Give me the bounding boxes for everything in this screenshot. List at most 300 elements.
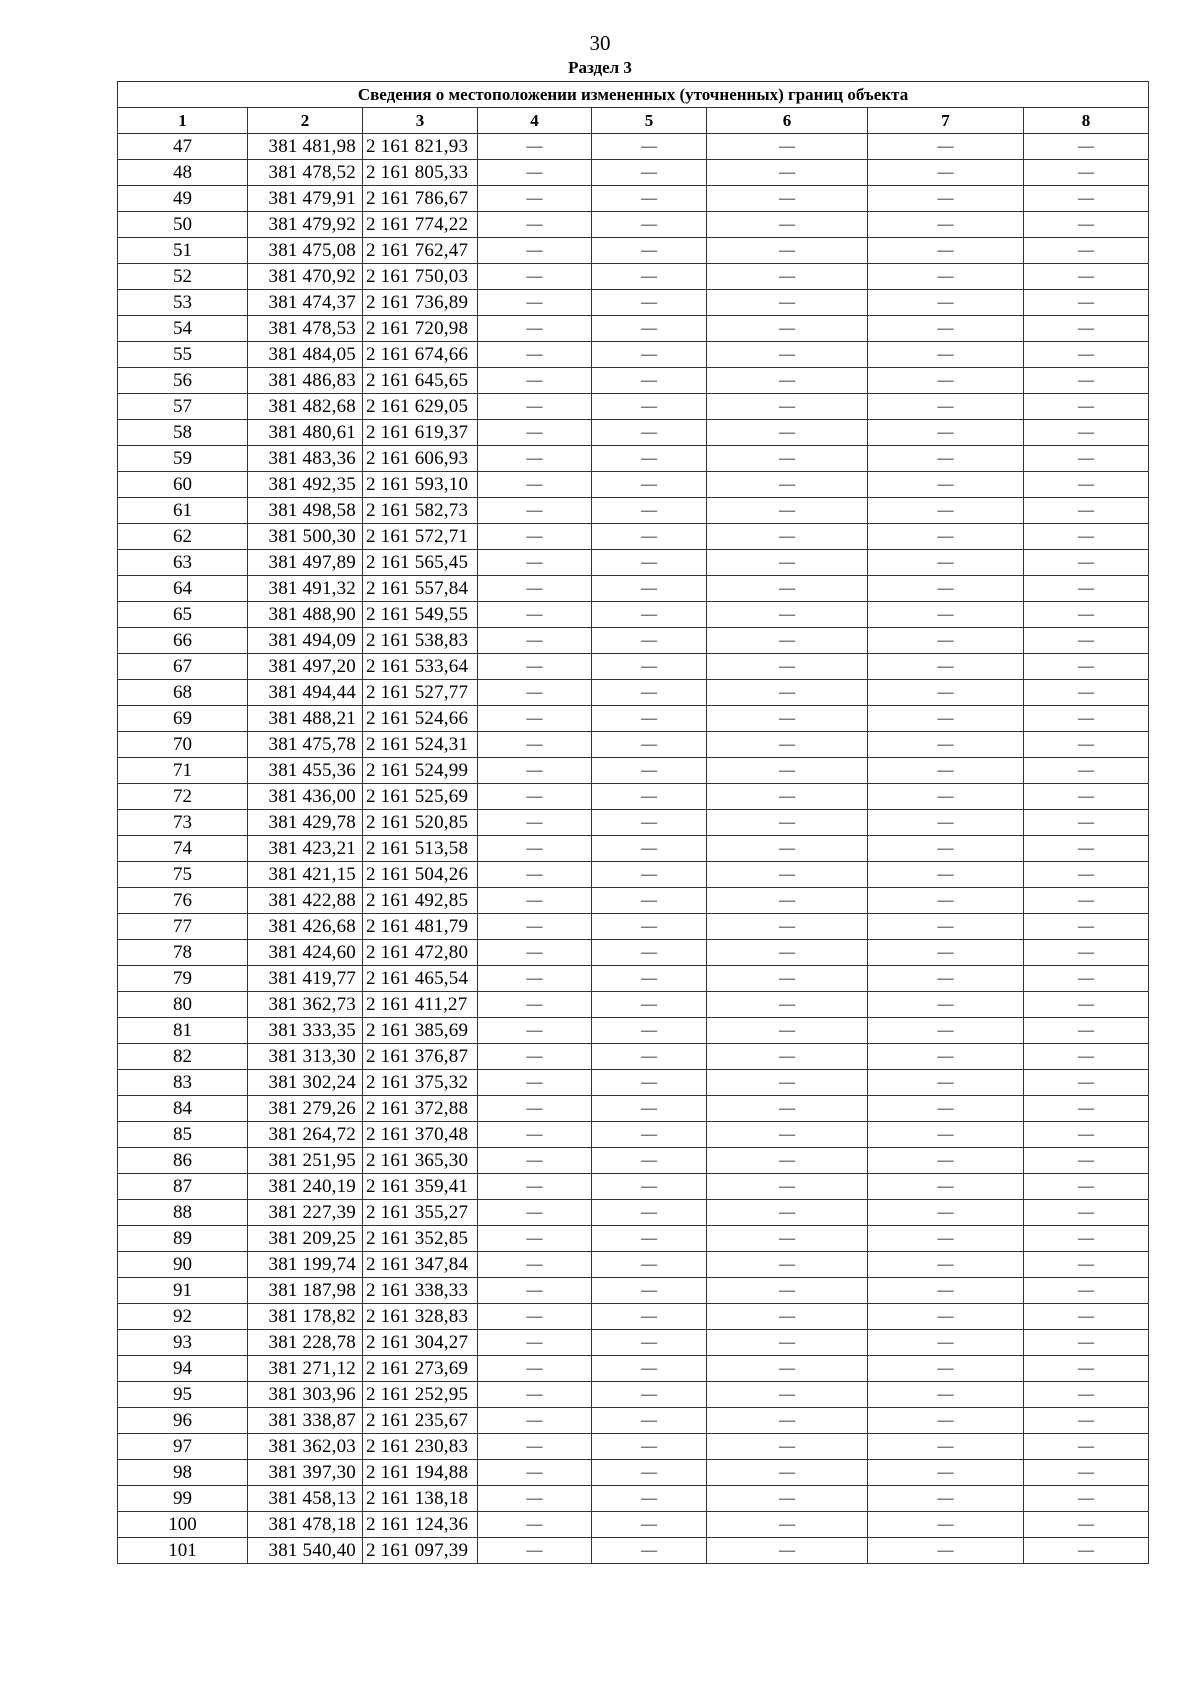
- y-coordinate-cell: 2 161 674,66: [363, 342, 478, 368]
- table-row: [118, 1538, 1149, 1564]
- empty-value-cell: —: [592, 394, 707, 420]
- x-coordinate-cell: 381 491,32: [248, 576, 363, 602]
- column-header: 5: [592, 108, 707, 134]
- empty-value-cell: —: [868, 1044, 1024, 1070]
- empty-value-cell: —: [707, 550, 868, 576]
- empty-value-cell: —: [592, 732, 707, 758]
- empty-value-cell: —: [1024, 836, 1149, 862]
- point-number-cell: 64: [118, 576, 248, 602]
- table-row: [118, 732, 1149, 758]
- empty-value-cell: —: [707, 1044, 868, 1070]
- y-coordinate-cell: 2 161 359,41: [363, 1174, 478, 1200]
- empty-value-cell: —: [592, 1226, 707, 1252]
- empty-value-cell: —: [1024, 290, 1149, 316]
- empty-value-cell: —: [707, 992, 868, 1018]
- empty-value-cell: —: [1024, 680, 1149, 706]
- empty-value-cell: —: [1024, 1148, 1149, 1174]
- x-coordinate-cell: 381 475,78: [248, 732, 363, 758]
- point-number-cell: 82: [118, 1044, 248, 1070]
- empty-value-cell: —: [868, 706, 1024, 732]
- table-row: [118, 472, 1149, 498]
- point-number-cell: 70: [118, 732, 248, 758]
- y-coordinate-cell: 2 161 273,69: [363, 1356, 478, 1382]
- empty-value-cell: —: [868, 1356, 1024, 1382]
- empty-value-cell: —: [707, 888, 868, 914]
- empty-value-cell: —: [478, 1460, 592, 1486]
- empty-value-cell: —: [868, 836, 1024, 862]
- empty-value-cell: —: [868, 212, 1024, 238]
- x-coordinate-cell: 381 475,08: [248, 238, 363, 264]
- empty-value-cell: —: [868, 1460, 1024, 1486]
- empty-value-cell: —: [478, 342, 592, 368]
- empty-value-cell: —: [868, 914, 1024, 940]
- empty-value-cell: —: [592, 1486, 707, 1512]
- table-row: [118, 342, 1149, 368]
- empty-value-cell: —: [1024, 888, 1149, 914]
- empty-value-cell: —: [478, 1356, 592, 1382]
- table-row: [118, 784, 1149, 810]
- point-number-cell: 76: [118, 888, 248, 914]
- empty-value-cell: —: [868, 264, 1024, 290]
- empty-value-cell: —: [868, 550, 1024, 576]
- empty-value-cell: —: [868, 1486, 1024, 1512]
- y-coordinate-cell: 2 161 347,84: [363, 1252, 478, 1278]
- x-coordinate-cell: 381 303,96: [248, 1382, 363, 1408]
- empty-value-cell: —: [478, 1538, 592, 1564]
- y-coordinate-cell: 2 161 385,69: [363, 1018, 478, 1044]
- point-number-cell: 101: [118, 1538, 248, 1564]
- x-coordinate-cell: 381 419,77: [248, 966, 363, 992]
- table-row: [118, 498, 1149, 524]
- y-coordinate-cell: 2 161 352,85: [363, 1226, 478, 1252]
- empty-value-cell: —: [707, 160, 868, 186]
- y-coordinate-cell: 2 161 525,69: [363, 784, 478, 810]
- table-row: [118, 576, 1149, 602]
- y-coordinate-cell: 2 161 355,27: [363, 1200, 478, 1226]
- empty-value-cell: —: [707, 784, 868, 810]
- empty-value-cell: —: [868, 732, 1024, 758]
- column-header: 4: [478, 108, 592, 134]
- empty-value-cell: —: [868, 472, 1024, 498]
- empty-value-cell: —: [592, 1044, 707, 1070]
- empty-value-cell: —: [1024, 316, 1149, 342]
- x-coordinate-cell: 381 498,58: [248, 498, 363, 524]
- y-coordinate-cell: 2 161 750,03: [363, 264, 478, 290]
- table-row: [118, 1460, 1149, 1486]
- empty-value-cell: —: [592, 1356, 707, 1382]
- empty-value-cell: —: [592, 1538, 707, 1564]
- y-coordinate-cell: 2 161 533,64: [363, 654, 478, 680]
- empty-value-cell: —: [707, 1408, 868, 1434]
- y-coordinate-cell: 2 161 582,73: [363, 498, 478, 524]
- empty-value-cell: —: [1024, 1460, 1149, 1486]
- empty-value-cell: —: [1024, 1486, 1149, 1512]
- x-coordinate-cell: 381 279,26: [248, 1096, 363, 1122]
- empty-value-cell: —: [478, 914, 592, 940]
- y-coordinate-cell: 2 161 527,77: [363, 680, 478, 706]
- empty-value-cell: —: [592, 160, 707, 186]
- y-coordinate-cell: 2 161 619,37: [363, 420, 478, 446]
- point-number-cell: 66: [118, 628, 248, 654]
- empty-value-cell: —: [1024, 1226, 1149, 1252]
- point-number-cell: 67: [118, 654, 248, 680]
- x-coordinate-cell: 381 483,36: [248, 446, 363, 472]
- empty-value-cell: —: [868, 940, 1024, 966]
- empty-value-cell: —: [478, 160, 592, 186]
- empty-value-cell: —: [868, 316, 1024, 342]
- empty-value-cell: —: [592, 1018, 707, 1044]
- empty-value-cell: —: [592, 862, 707, 888]
- empty-value-cell: —: [478, 186, 592, 212]
- empty-value-cell: —: [592, 784, 707, 810]
- x-coordinate-cell: 381 187,98: [248, 1278, 363, 1304]
- point-number-cell: 49: [118, 186, 248, 212]
- page-number: 30: [589, 31, 611, 55]
- x-coordinate-cell: 381 426,68: [248, 914, 363, 940]
- empty-value-cell: —: [868, 498, 1024, 524]
- section-title: Раздел 3: [568, 58, 632, 77]
- x-coordinate-cell: 381 455,36: [248, 758, 363, 784]
- table-row: [118, 914, 1149, 940]
- x-coordinate-cell: 381 492,35: [248, 472, 363, 498]
- empty-value-cell: —: [478, 654, 592, 680]
- table-row: [118, 186, 1149, 212]
- empty-value-cell: —: [592, 550, 707, 576]
- empty-value-cell: —: [1024, 602, 1149, 628]
- empty-value-cell: —: [478, 1096, 592, 1122]
- y-coordinate-cell: 2 161 472,80: [363, 940, 478, 966]
- x-coordinate-cell: 381 494,44: [248, 680, 363, 706]
- point-number-cell: 96: [118, 1408, 248, 1434]
- empty-value-cell: —: [478, 1018, 592, 1044]
- empty-value-cell: —: [478, 1252, 592, 1278]
- empty-value-cell: —: [592, 680, 707, 706]
- empty-value-cell: —: [1024, 1330, 1149, 1356]
- empty-value-cell: —: [707, 1174, 868, 1200]
- empty-value-cell: —: [592, 654, 707, 680]
- empty-value-cell: —: [868, 784, 1024, 810]
- empty-value-cell: —: [592, 888, 707, 914]
- empty-value-cell: —: [707, 1538, 868, 1564]
- point-number-cell: 63: [118, 550, 248, 576]
- x-coordinate-cell: 381 362,03: [248, 1434, 363, 1460]
- point-number-cell: 55: [118, 342, 248, 368]
- empty-value-cell: —: [1024, 524, 1149, 550]
- table-row: [118, 238, 1149, 264]
- empty-value-cell: —: [1024, 368, 1149, 394]
- empty-value-cell: —: [478, 1304, 592, 1330]
- y-coordinate-cell: 2 161 593,10: [363, 472, 478, 498]
- point-number-cell: 47: [118, 134, 248, 160]
- point-number-cell: 58: [118, 420, 248, 446]
- empty-value-cell: —: [1024, 212, 1149, 238]
- empty-value-cell: —: [1024, 446, 1149, 472]
- x-coordinate-cell: 381 209,25: [248, 1226, 363, 1252]
- table-row: [118, 992, 1149, 1018]
- empty-value-cell: —: [478, 810, 592, 836]
- table-row: [118, 212, 1149, 238]
- x-coordinate-cell: 381 227,39: [248, 1200, 363, 1226]
- x-coordinate-cell: 381 478,52: [248, 160, 363, 186]
- empty-value-cell: —: [592, 1382, 707, 1408]
- point-number-cell: 87: [118, 1174, 248, 1200]
- empty-value-cell: —: [868, 1200, 1024, 1226]
- empty-value-cell: —: [478, 446, 592, 472]
- empty-value-cell: —: [592, 1200, 707, 1226]
- empty-value-cell: —: [707, 1278, 868, 1304]
- empty-value-cell: —: [707, 394, 868, 420]
- empty-value-cell: —: [478, 498, 592, 524]
- y-coordinate-cell: 2 161 235,67: [363, 1408, 478, 1434]
- y-coordinate-cell: 2 161 124,36: [363, 1512, 478, 1538]
- y-coordinate-cell: 2 161 736,89: [363, 290, 478, 316]
- table-row: [118, 1356, 1149, 1382]
- column-header: 2: [248, 108, 363, 134]
- empty-value-cell: —: [707, 1200, 868, 1226]
- empty-value-cell: —: [1024, 420, 1149, 446]
- point-number-cell: 52: [118, 264, 248, 290]
- table-row: [118, 888, 1149, 914]
- table-row: [118, 628, 1149, 654]
- empty-value-cell: —: [707, 290, 868, 316]
- empty-value-cell: —: [592, 602, 707, 628]
- empty-value-cell: —: [1024, 732, 1149, 758]
- empty-value-cell: —: [868, 1148, 1024, 1174]
- y-coordinate-cell: 2 161 524,99: [363, 758, 478, 784]
- point-number-cell: 88: [118, 1200, 248, 1226]
- table-row: [118, 160, 1149, 186]
- boundary-coordinates-table: [117, 81, 1149, 1564]
- x-coordinate-cell: 381 251,95: [248, 1148, 363, 1174]
- empty-value-cell: —: [1024, 862, 1149, 888]
- empty-value-cell: —: [707, 1330, 868, 1356]
- table-row: [118, 680, 1149, 706]
- x-coordinate-cell: 381 478,53: [248, 316, 363, 342]
- empty-value-cell: —: [868, 810, 1024, 836]
- point-number-cell: 71: [118, 758, 248, 784]
- x-coordinate-cell: 381 423,21: [248, 836, 363, 862]
- empty-value-cell: —: [1024, 550, 1149, 576]
- empty-value-cell: —: [1024, 784, 1149, 810]
- x-coordinate-cell: 381 470,92: [248, 264, 363, 290]
- y-coordinate-cell: 2 161 492,85: [363, 888, 478, 914]
- empty-value-cell: —: [1024, 134, 1149, 160]
- x-coordinate-cell: 381 488,21: [248, 706, 363, 732]
- point-number-cell: 56: [118, 368, 248, 394]
- empty-value-cell: —: [707, 1460, 868, 1486]
- point-number-cell: 93: [118, 1330, 248, 1356]
- table-row: [118, 1122, 1149, 1148]
- empty-value-cell: —: [478, 992, 592, 1018]
- point-number-cell: 74: [118, 836, 248, 862]
- empty-value-cell: —: [592, 576, 707, 602]
- y-coordinate-cell: 2 161 375,32: [363, 1070, 478, 1096]
- y-coordinate-cell: 2 161 465,54: [363, 966, 478, 992]
- y-coordinate-cell: 2 161 376,87: [363, 1044, 478, 1070]
- empty-value-cell: —: [592, 992, 707, 1018]
- x-coordinate-cell: 381 178,82: [248, 1304, 363, 1330]
- table-row: [118, 758, 1149, 784]
- x-coordinate-cell: 381 240,19: [248, 1174, 363, 1200]
- x-coordinate-cell: 381 313,30: [248, 1044, 363, 1070]
- x-coordinate-cell: 381 540,40: [248, 1538, 363, 1564]
- empty-value-cell: —: [868, 1382, 1024, 1408]
- empty-value-cell: —: [478, 940, 592, 966]
- empty-value-cell: —: [868, 1070, 1024, 1096]
- point-number-cell: 57: [118, 394, 248, 420]
- empty-value-cell: —: [868, 1122, 1024, 1148]
- empty-value-cell: —: [707, 1070, 868, 1096]
- empty-value-cell: —: [592, 524, 707, 550]
- empty-value-cell: —: [478, 1148, 592, 1174]
- point-number-cell: 59: [118, 446, 248, 472]
- y-coordinate-cell: 2 161 304,27: [363, 1330, 478, 1356]
- empty-value-cell: —: [478, 732, 592, 758]
- point-number-cell: 69: [118, 706, 248, 732]
- table-row: [118, 1018, 1149, 1044]
- empty-value-cell: —: [478, 524, 592, 550]
- empty-value-cell: —: [592, 238, 707, 264]
- empty-value-cell: —: [478, 1434, 592, 1460]
- empty-value-cell: —: [1024, 498, 1149, 524]
- empty-value-cell: —: [868, 862, 1024, 888]
- empty-value-cell: —: [1024, 1408, 1149, 1434]
- empty-value-cell: —: [868, 992, 1024, 1018]
- empty-value-cell: —: [707, 472, 868, 498]
- y-coordinate-cell: 2 161 328,83: [363, 1304, 478, 1330]
- y-coordinate-cell: 2 161 786,67: [363, 186, 478, 212]
- y-coordinate-cell: 2 161 504,26: [363, 862, 478, 888]
- point-number-cell: 65: [118, 602, 248, 628]
- point-number-cell: 100: [118, 1512, 248, 1538]
- table-row: [118, 706, 1149, 732]
- empty-value-cell: —: [868, 186, 1024, 212]
- empty-value-cell: —: [478, 1408, 592, 1434]
- empty-value-cell: —: [707, 628, 868, 654]
- empty-value-cell: —: [478, 290, 592, 316]
- empty-value-cell: —: [1024, 342, 1149, 368]
- empty-value-cell: —: [707, 238, 868, 264]
- empty-value-cell: —: [592, 290, 707, 316]
- empty-value-cell: —: [478, 1044, 592, 1070]
- point-number-cell: 68: [118, 680, 248, 706]
- x-coordinate-cell: 381 333,35: [248, 1018, 363, 1044]
- empty-value-cell: —: [478, 628, 592, 654]
- y-coordinate-cell: 2 161 370,48: [363, 1122, 478, 1148]
- y-coordinate-cell: 2 161 805,33: [363, 160, 478, 186]
- x-coordinate-cell: 381 271,12: [248, 1356, 363, 1382]
- empty-value-cell: —: [592, 940, 707, 966]
- y-coordinate-cell: 2 161 520,85: [363, 810, 478, 836]
- x-coordinate-cell: 381 458,13: [248, 1486, 363, 1512]
- column-header: 7: [868, 108, 1024, 134]
- empty-value-cell: —: [592, 472, 707, 498]
- empty-value-cell: —: [868, 654, 1024, 680]
- y-coordinate-cell: 2 161 524,31: [363, 732, 478, 758]
- point-number-cell: 54: [118, 316, 248, 342]
- y-coordinate-cell: 2 161 606,93: [363, 446, 478, 472]
- empty-value-cell: —: [478, 1278, 592, 1304]
- table-row: [118, 1148, 1149, 1174]
- table-row: [118, 966, 1149, 992]
- y-coordinate-cell: 2 161 549,55: [363, 602, 478, 628]
- x-coordinate-cell: 381 397,30: [248, 1460, 363, 1486]
- y-coordinate-cell: 2 161 252,95: [363, 1382, 478, 1408]
- empty-value-cell: —: [707, 576, 868, 602]
- y-coordinate-cell: 2 161 572,71: [363, 524, 478, 550]
- empty-value-cell: —: [478, 680, 592, 706]
- column-header: 1: [118, 108, 248, 134]
- empty-value-cell: —: [592, 134, 707, 160]
- table-row: [118, 1330, 1149, 1356]
- table-row: [118, 420, 1149, 446]
- point-number-cell: 97: [118, 1434, 248, 1460]
- x-coordinate-cell: 381 479,92: [248, 212, 363, 238]
- empty-value-cell: —: [478, 758, 592, 784]
- empty-value-cell: —: [478, 1122, 592, 1148]
- point-number-cell: 77: [118, 914, 248, 940]
- empty-value-cell: —: [592, 1122, 707, 1148]
- table-row: [118, 1226, 1149, 1252]
- y-coordinate-cell: 2 161 338,33: [363, 1278, 478, 1304]
- point-number-cell: 51: [118, 238, 248, 264]
- empty-value-cell: —: [592, 914, 707, 940]
- empty-value-cell: —: [707, 758, 868, 784]
- point-number-cell: 86: [118, 1148, 248, 1174]
- empty-value-cell: —: [478, 1226, 592, 1252]
- empty-value-cell: —: [868, 1096, 1024, 1122]
- empty-value-cell: —: [478, 1512, 592, 1538]
- point-number-cell: 62: [118, 524, 248, 550]
- empty-value-cell: —: [868, 1226, 1024, 1252]
- empty-value-cell: —: [1024, 1174, 1149, 1200]
- x-coordinate-cell: 381 436,00: [248, 784, 363, 810]
- point-number-cell: 85: [118, 1122, 248, 1148]
- empty-value-cell: —: [1024, 1512, 1149, 1538]
- y-coordinate-cell: 2 161 194,88: [363, 1460, 478, 1486]
- point-number-cell: 94: [118, 1356, 248, 1382]
- empty-value-cell: —: [478, 784, 592, 810]
- empty-value-cell: —: [592, 706, 707, 732]
- empty-value-cell: —: [1024, 1018, 1149, 1044]
- empty-value-cell: —: [1024, 628, 1149, 654]
- empty-value-cell: —: [707, 498, 868, 524]
- empty-value-cell: —: [592, 810, 707, 836]
- point-number-cell: 84: [118, 1096, 248, 1122]
- empty-value-cell: —: [707, 134, 868, 160]
- empty-value-cell: —: [1024, 264, 1149, 290]
- empty-value-cell: —: [707, 1122, 868, 1148]
- empty-value-cell: —: [707, 1304, 868, 1330]
- empty-value-cell: —: [707, 966, 868, 992]
- empty-value-cell: —: [868, 446, 1024, 472]
- x-coordinate-cell: 381 486,83: [248, 368, 363, 394]
- empty-value-cell: —: [707, 1226, 868, 1252]
- empty-value-cell: —: [707, 1356, 868, 1382]
- point-number-cell: 61: [118, 498, 248, 524]
- x-coordinate-cell: 381 500,30: [248, 524, 363, 550]
- x-coordinate-cell: 381 422,88: [248, 888, 363, 914]
- x-coordinate-cell: 381 481,98: [248, 134, 363, 160]
- empty-value-cell: —: [1024, 1200, 1149, 1226]
- empty-value-cell: —: [1024, 1044, 1149, 1070]
- x-coordinate-cell: 381 421,15: [248, 862, 363, 888]
- y-coordinate-cell: 2 161 524,66: [363, 706, 478, 732]
- empty-value-cell: —: [478, 1382, 592, 1408]
- empty-value-cell: —: [868, 1174, 1024, 1200]
- empty-value-cell: —: [707, 1096, 868, 1122]
- empty-value-cell: —: [592, 1460, 707, 1486]
